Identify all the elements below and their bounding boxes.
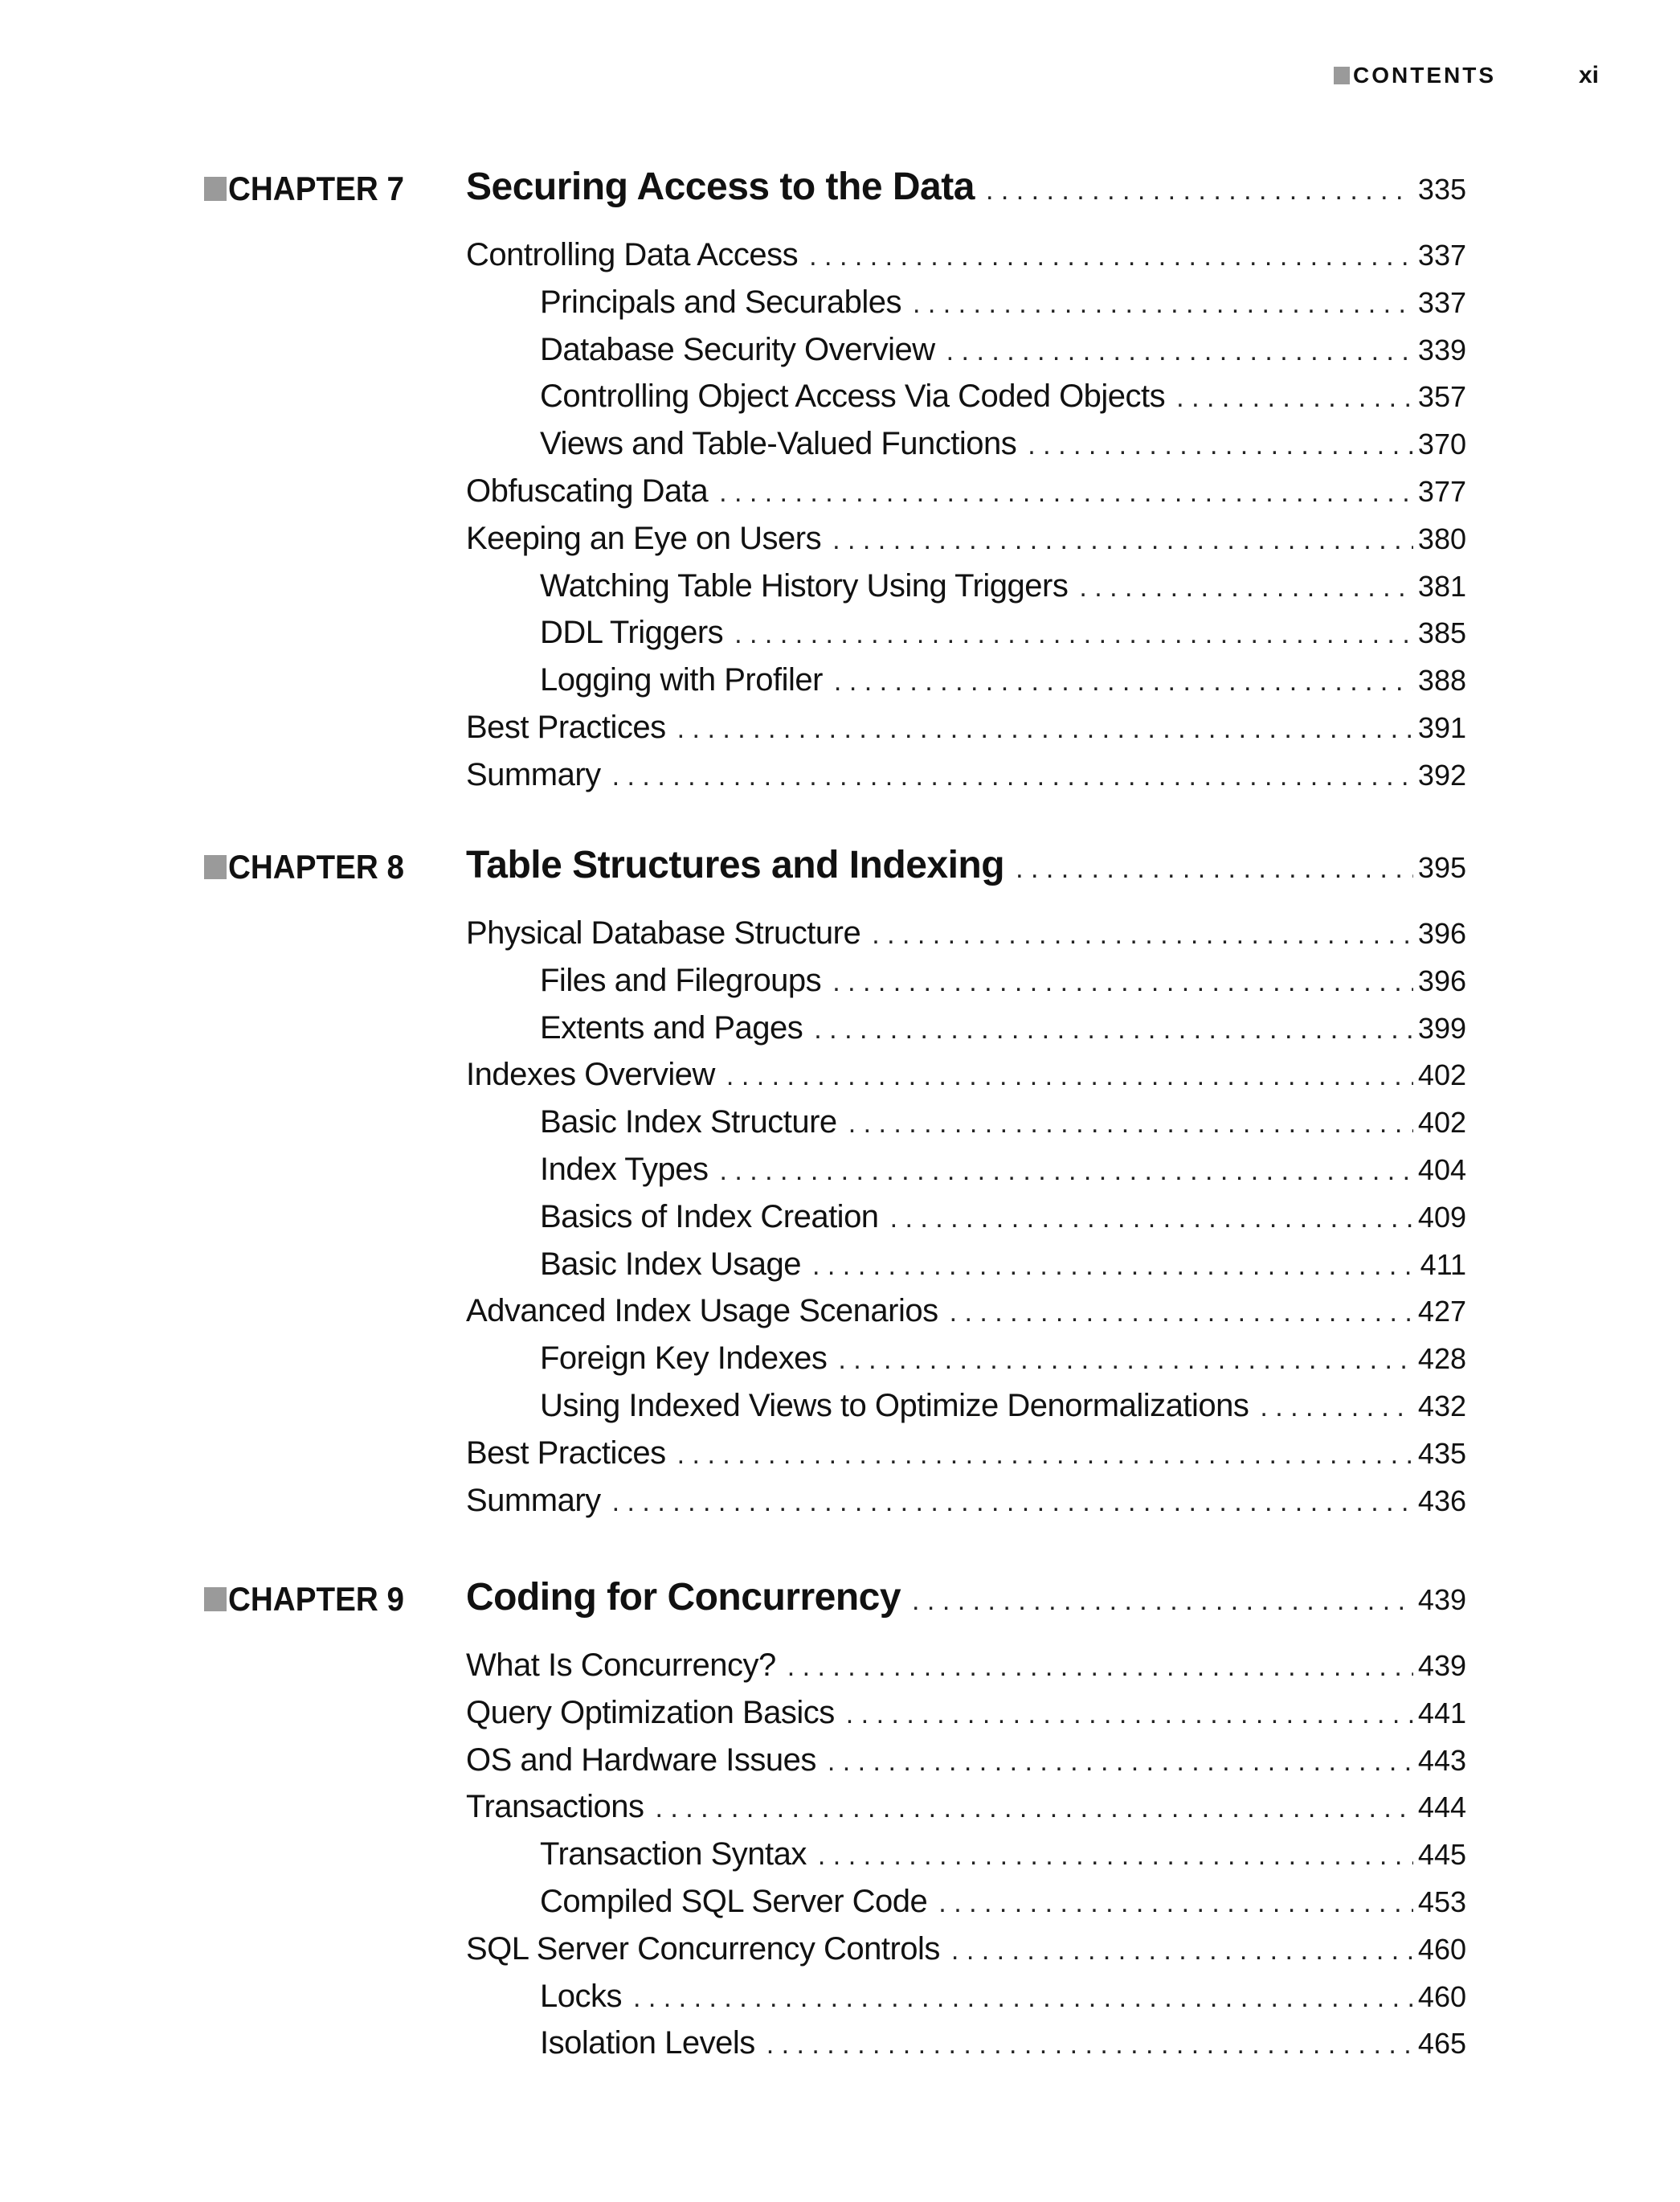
dot-leader — [1079, 572, 1413, 604]
entry-title: Query Optimization Basics — [466, 1694, 835, 1730]
entry-title: Obfuscating Data — [466, 473, 709, 509]
toc-subsection-entry — [540, 963, 1466, 1008]
dot-leader — [612, 761, 1413, 792]
dot-leader — [818, 1840, 1413, 1872]
entry-page-number: 380 — [1417, 522, 1466, 555]
entry-page-number: 391 — [1417, 711, 1466, 744]
entry-page-number: 370 — [1417, 428, 1466, 461]
dot-leader — [828, 1746, 1413, 1778]
toc-section-entry — [466, 915, 1466, 960]
chapter-title-line — [466, 843, 1466, 893]
toc-subsection-entry — [540, 1388, 1466, 1433]
entry-title: Controlling Data Access — [466, 237, 799, 272]
chapter-number: CHAPTER 9 — [228, 1580, 405, 1618]
entry-title: Summary — [466, 756, 601, 792]
entry-page-number: 337 — [1417, 285, 1466, 319]
dot-leader — [734, 619, 1413, 650]
toc-subsection-entry — [540, 1979, 1466, 2024]
toc-subsection-entry — [540, 332, 1466, 377]
dot-leader — [832, 967, 1413, 998]
dot-leader — [719, 1156, 1412, 1187]
toc-subsection-entry — [540, 1199, 1466, 1244]
entry-page-number: 443 — [1417, 1743, 1466, 1777]
toc-subsection-entry — [540, 1246, 1466, 1291]
toc-section-entry — [466, 1742, 1466, 1787]
dot-leader — [812, 1250, 1416, 1282]
entry-title: Logging with Profiler — [540, 662, 823, 698]
chapter-label — [204, 843, 419, 891]
dot-leader — [612, 1487, 1413, 1518]
dot-leader — [846, 1699, 1413, 1730]
entry-page-number: 396 — [1417, 917, 1466, 950]
dot-leader — [848, 1108, 1413, 1140]
entry-page-number: 409 — [1417, 1200, 1466, 1234]
toc-section-entry — [466, 1483, 1466, 1528]
dot-leader — [890, 1203, 1413, 1234]
entry-title: Compiled SQL Server Code — [540, 1884, 928, 1919]
entry-page-number: 404 — [1417, 1153, 1466, 1186]
entry-title: Transactions — [466, 1789, 644, 1825]
entry-title: Using Indexed Views to Optimize Denormalizations — [540, 1388, 1249, 1423]
entry-title: OS and Hardware Issues — [466, 1742, 816, 1778]
entry-title: Basic Index Structure — [540, 1104, 837, 1140]
toc-section-entry — [466, 710, 1466, 755]
toc-section-entry — [466, 1695, 1466, 1740]
dot-leader — [912, 1586, 1413, 1617]
square-bullet-icon — [204, 177, 227, 201]
entry-title: Advanced Index Usage Scenarios — [466, 1293, 938, 1329]
toc-section-entry — [466, 757, 1466, 802]
entry-title: SQL Server Concurrency Controls — [466, 1930, 940, 1967]
toc-subsection-entry — [540, 1884, 1466, 1929]
dot-leader — [913, 289, 1413, 320]
dot-leader — [951, 1935, 1413, 1967]
toc-subsection-entry — [540, 1152, 1466, 1197]
dot-leader — [809, 241, 1413, 272]
entry-page-number: 439 — [1417, 1649, 1466, 1682]
toc-subsection-entry — [540, 568, 1466, 613]
page-number: xi — [1578, 62, 1599, 88]
entry-title: Best Practices — [466, 710, 666, 745]
dot-leader — [1176, 383, 1413, 414]
square-bullet-icon — [204, 855, 227, 879]
entry-page-number: 444 — [1417, 1791, 1466, 1824]
toc-subsection-entry — [540, 1104, 1466, 1149]
toc-section-entry — [466, 1647, 1466, 1692]
entry-title: Summary — [466, 1482, 601, 1518]
entry-page-number: 436 — [1417, 1484, 1466, 1517]
chapter-label — [204, 165, 419, 213]
dot-leader — [832, 525, 1413, 556]
dot-leader — [834, 666, 1413, 698]
entry-page-number: 411 — [1420, 1247, 1466, 1281]
dot-leader — [838, 1345, 1413, 1376]
entry-title: Table Structures and Indexing — [466, 844, 1005, 886]
entry-page-number: 377 — [1417, 475, 1466, 508]
dot-leader — [677, 714, 1413, 745]
dot-leader — [1260, 1392, 1413, 1423]
chapter-title-line — [466, 165, 1466, 215]
entry-page-number: 337 — [1417, 239, 1466, 272]
toc-section-entry — [466, 237, 1466, 282]
entry-page-number: 339 — [1417, 333, 1466, 366]
dot-leader — [946, 336, 1413, 367]
entry-page-number: 357 — [1417, 380, 1466, 414]
square-bullet-icon — [204, 1587, 227, 1611]
entry-title: Views and Table-Valued Functions — [540, 426, 1017, 462]
entry-title: What Is Concurrency? — [466, 1647, 776, 1683]
toc-section-entry — [466, 521, 1466, 566]
dot-leader — [938, 1888, 1413, 1919]
entry-title: Securing Access to the Data — [466, 166, 975, 208]
dot-leader — [814, 1014, 1413, 1046]
entry-title: Coding for Concurrency — [466, 1576, 901, 1619]
entry-page-number: 335 — [1417, 173, 1466, 206]
chapter-label — [204, 1575, 419, 1623]
running-title: CONTENTS — [1353, 63, 1496, 88]
dot-leader — [1016, 853, 1413, 885]
dot-leader — [950, 1297, 1413, 1328]
toc-subsection-entry — [540, 615, 1466, 660]
entry-page-number: 435 — [1417, 1436, 1466, 1470]
dot-leader — [656, 1793, 1413, 1824]
entry-page-number: 402 — [1417, 1106, 1466, 1140]
toc-subsection-entry — [540, 1836, 1466, 1881]
entry-title: Locks — [540, 1978, 622, 2014]
toc-section-entry — [466, 1931, 1466, 1976]
toc-subsection-entry — [540, 2025, 1466, 2070]
square-bullet-icon — [1334, 67, 1350, 84]
entry-title: Index Types — [540, 1152, 709, 1187]
entry-page-number: 432 — [1417, 1390, 1466, 1422]
chapter-number: CHAPTER 7 — [228, 170, 405, 207]
toc-section-entry — [466, 1293, 1466, 1338]
dot-leader — [872, 919, 1413, 951]
entry-title: Best Practices — [466, 1435, 666, 1471]
toc-subsection-entry — [540, 284, 1466, 329]
dot-leader — [1028, 430, 1413, 461]
entry-page-number: 395 — [1417, 851, 1466, 884]
entry-page-number: 439 — [1417, 1583, 1466, 1616]
toc-section-entry — [466, 1435, 1466, 1480]
entry-title: Controlling Object Access Via Coded Objects — [540, 379, 1166, 415]
entry-title: Foreign Key Indexes — [540, 1340, 828, 1377]
entry-page-number: 441 — [1417, 1696, 1466, 1729]
entry-title: DDL Triggers — [540, 615, 724, 651]
dot-leader — [766, 2029, 1413, 2061]
entry-page-number: 428 — [1417, 1342, 1466, 1376]
toc-subsection-entry — [540, 1340, 1466, 1385]
entry-title: Watching Table History Using Triggers — [540, 567, 1069, 604]
toc-subsection-entry — [540, 426, 1466, 471]
entry-page-number: 445 — [1417, 1838, 1466, 1872]
entry-page-number: 396 — [1417, 964, 1466, 997]
entry-title: Keeping an Eye on Users — [466, 520, 822, 556]
toc-section-entry — [466, 473, 1466, 518]
chapter-number: CHAPTER 8 — [228, 848, 405, 886]
entry-title: Extents and Pages — [540, 1009, 803, 1046]
entry-page-number: 453 — [1417, 1885, 1466, 1918]
running-head — [1334, 59, 1599, 92]
entry-title: Files and Filegroups — [540, 962, 822, 998]
entry-page-number: 465 — [1417, 2027, 1466, 2061]
entry-page-number: 460 — [1417, 1979, 1466, 2013]
toc-subsection-entry — [540, 662, 1466, 707]
entry-page-number: 399 — [1417, 1011, 1466, 1045]
entry-title: Indexes Overview — [466, 1057, 715, 1093]
entry-page-number: 388 — [1417, 664, 1466, 698]
entry-title: Transaction Syntax — [540, 1836, 807, 1873]
entry-page-number: 402 — [1417, 1058, 1466, 1092]
entry-page-number: 460 — [1417, 1932, 1466, 1966]
entry-title: Basics of Index Creation — [540, 1198, 879, 1234]
toc-subsection-entry — [540, 1010, 1466, 1055]
dot-leader — [726, 1061, 1413, 1092]
toc-section-entry — [466, 1057, 1466, 1102]
toc-section-entry — [466, 1789, 1466, 1834]
toc-subsection-entry — [540, 379, 1466, 424]
entry-page-number: 427 — [1417, 1295, 1466, 1328]
entry-title: Physical Database Structure — [466, 915, 861, 951]
entry-page-number: 385 — [1417, 616, 1466, 650]
entry-title: Principals and Securables — [540, 284, 901, 320]
entry-title: Database Security Overview — [540, 331, 935, 367]
entry-page-number: 392 — [1417, 758, 1466, 792]
entry-page-number: 381 — [1417, 569, 1466, 603]
dot-leader — [719, 477, 1413, 509]
entry-title: Isolation Levels — [540, 2025, 755, 2061]
dot-leader — [633, 1983, 1413, 2014]
chapter-title-line — [466, 1575, 1466, 1625]
dot-leader — [787, 1652, 1413, 1683]
entry-title: Basic Index Usage — [540, 1246, 802, 1282]
dot-leader — [986, 175, 1413, 207]
dot-leader — [677, 1439, 1413, 1471]
